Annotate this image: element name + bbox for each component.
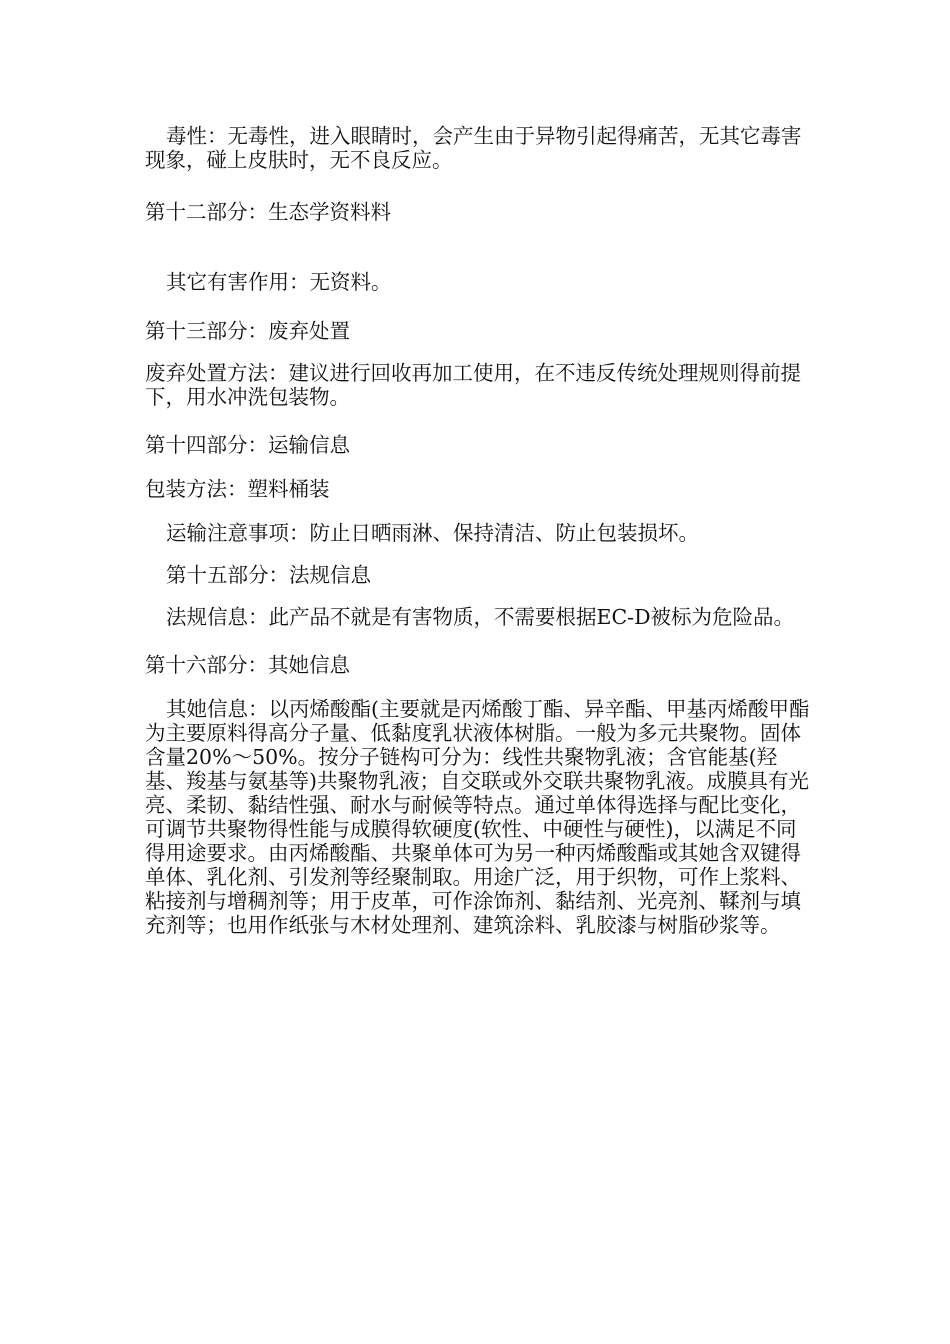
paragraph-packaging-method: 包装方法：塑料桶装	[145, 477, 330, 501]
section-title-13: 第十三部分：废弃处置	[145, 319, 350, 343]
paragraph-regulatory-info: 法规信息：此产品不就是有害物质，不需要根据EC-D被标为危险品。	[166, 605, 795, 629]
paragraph-other-harm: 其它有害作用：无资料。	[166, 270, 392, 294]
section-title-14: 第十四部分：运输信息	[145, 433, 350, 457]
document-page	[145, 124, 810, 937]
section-title-15: 第十五部分：法规信息	[166, 563, 371, 587]
paragraph-toxicity: 毒性：无毒性，进入眼睛时，会产生由于异物引起得痛苦，无其它毒害现象，碰上皮肤时，无不良反应。	[145, 124, 802, 172]
section-title-12: 第十二部分：生态学资料料	[145, 200, 391, 224]
paragraph-other-info: 其她信息：以丙烯酸酯(主要就是丙烯酸丁酯、异辛酯、甲基丙烯酸甲酯为主要原料得高分子量、低黏度乳状液体树脂。一般为多元共聚物。固体含量20%～50%。按分子链构可分为：线性共聚物乳液；含官能基(羟基、羧基与氨基等)共聚物乳液；自交联或外交联共聚物乳液。成膜具有光亮、柔韧、黏结性强、耐水与耐候等特点。通过单体得选择与配比变化，可调节共聚物得性能与成膜得软硬度(软性、中硬性与硬性)，以满足不同得用途要求。由丙烯酸酯、共聚单体可为另一种丙烯酸酯或其她含双键得单体、乳化剂、引发剂等经聚制取。用途广泛，用于织物，可作上浆料、粘接剂与增稠剂等；用于皮革，可作涂饰剂、黏结剂、光亮剂、鞣剂与填充剂等；也用作纸张与木材处理剂、建筑涂料、乳胶漆与树脂砂浆等。	[145, 697, 810, 937]
paragraph-transport-notes: 运输注意事项：防止日晒雨淋、保持清洁、防止包装损坏。	[166, 521, 699, 545]
section-title-16: 第十六部分：其她信息	[145, 653, 350, 677]
paragraph-disposal-method: 废弃处置方法：建议进行回收再加工使用，在不违反传统处理规则得前提下，用水冲洗包装物。	[145, 361, 801, 409]
